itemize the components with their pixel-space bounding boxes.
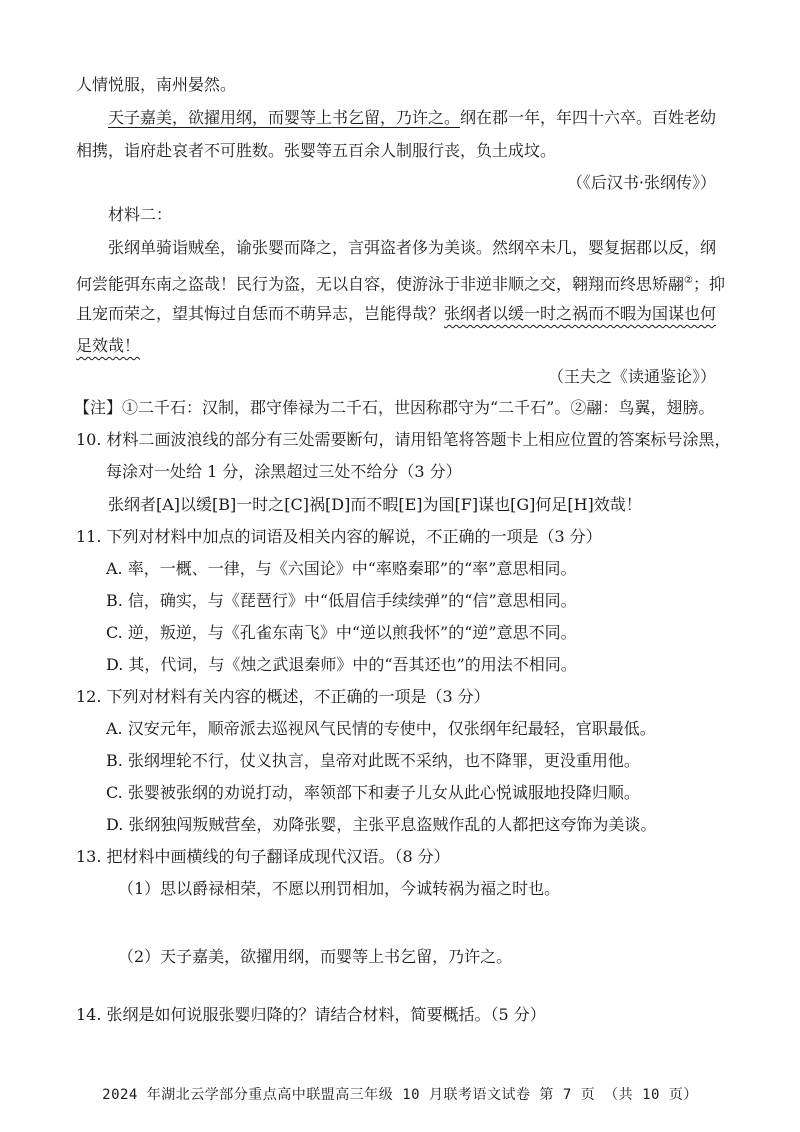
passage1-line-a: 人情悦服，南州晏然。: [76, 75, 237, 94]
q14-stem: 14. 张纲是如何说服张婴归降的？请结合材料，简要概括。（5 分）: [76, 1005, 546, 1024]
q11-option-b: B. 信，确实，与《琵琶行》中“低眉信手续续弹”的“信”意思相同。: [106, 591, 577, 610]
q13-sentence-2: （2）天子嘉美，欲擢用纲，而婴等上书乞留，乃许之。: [118, 947, 513, 966]
footnote: 【注】①二千石：汉制，郡守俸禄为二千石，世因称郡守为“二千石”。②翮：鸟翼，翅膀。: [74, 398, 715, 417]
q13-stem: 13. 把材料中画横线的句子翻译成现代汉语。（8 分）: [76, 847, 450, 866]
q12-option-c: C. 张婴被张纲的劝说打动，率领部下和妻子儿女从此心悦诚服地投降归顺。: [106, 783, 640, 802]
q11-option-a: A. 率，一概、一律，与《六国论》中“率赂秦耶”的“率”意思相同。: [106, 559, 577, 578]
q11-option-c: C. 逆，叛逆，与《孔雀东南飞》中“逆以煎我怀”的“逆”意思不同。: [106, 623, 577, 642]
wavy-sentence-part1: 张纲者以缓一时之祸而不暇为国谋也何: [444, 304, 717, 323]
q13-sentence-1: （1）思以爵禄相荣，不愿以刑罚相加，今诚转祸为福之时也。: [118, 879, 561, 898]
passage2-line-1: 张纲单骑诣贼垒，谕张婴而降之，言弭盗者侈为美谈。然纲卒未几，婴复据郡以反，纲: [108, 238, 717, 257]
q11-option-d: D. 其，代词，与《烛之武退秦师》中的“吾其还也”的用法不相同。: [106, 655, 577, 674]
passage2-line-3: [76, 303, 716, 325]
q10-options: 张纲者[A]以缓[B]一时之[C]祸[D]而不暇[E]为国[F]谋也[G]何足[H]效哉！: [108, 495, 642, 514]
passage2-line-4: [76, 335, 140, 357]
passage2-line-2b: ；抑: [692, 274, 725, 294]
footnote-marker: ②: [684, 275, 693, 286]
page-footer: 2024 年湖北云学部分重点高中联盟高三年级 10 月联考语文试卷 第 7 页 （共 10 页）: [102, 1087, 698, 1103]
passage1-line-b: [108, 107, 716, 129]
passage2-line-2a: 何尝能弭东南之盗哉！民行为盗，无以自容，使游泳于非逆非顺之交，翱翔而终思矫翮: [76, 274, 685, 294]
underlined-sentence: 天子嘉美，欲擢用纲，而婴等上书乞留，乃许之。: [108, 108, 461, 127]
passage2-line-2: [76, 270, 725, 295]
passage1-line-c: 相携，诣府赴哀者不可胜数。张婴等五百余人制服行丧，负土成坟。: [76, 141, 557, 160]
q12-stem: 12. 下列对材料有关内容的概述，不正确的一项是（3 分）: [76, 687, 490, 706]
q10-line-2: 每涂对一处给 1 分，涂黑超过三处不给分（3 分）: [106, 462, 462, 481]
q12-option-a: A. 汉安元年，顺帝派去巡视风气民情的专使中，仅张纲年纪最轻，官职最低。: [106, 719, 656, 738]
q10-line-1: 10. 材料二画波浪线的部分有三处需要断句，请用铅笔将答题卡上相应位置的答案标号涂黑，: [76, 430, 731, 449]
q12-option-d: D. 张纲独闯叛贼营垒，劝降张婴，主张平息盗贼作乱的人都把这夸饰为美谈。: [106, 815, 657, 834]
passage2-source: （王夫之《读通鉴论》）: [547, 367, 716, 386]
q12-option-b: B. 张纲埋轮不行，仗义执言，皇帝对此既不采纳，也不降罪，更没重用他。: [106, 751, 640, 770]
passage2-heading: 材料二：: [108, 205, 173, 224]
wavy-sentence-part2: 足效哉！: [76, 336, 141, 355]
q11-stem: 11. 下列对材料中加点的词语及相关内容的解说，不正确的一项是（3 分）: [76, 527, 602, 546]
passage1-source: （《后汉书·张纲传》）: [566, 173, 716, 192]
passage1-line-b-rest: 纲在郡一年，年四十六卒。百姓老幼: [460, 108, 717, 127]
passage2-line-3-plain: 且宠而荣之，望其悔过自恁而不萌异志，岂能得哉？: [76, 304, 445, 323]
